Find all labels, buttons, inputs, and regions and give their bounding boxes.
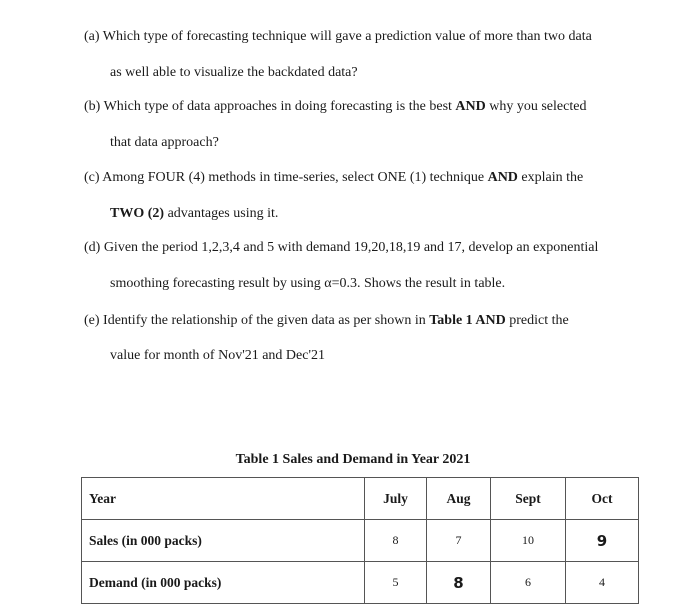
cell-demand-aug: 8: [427, 562, 491, 604]
cell-sales-july: 8: [365, 520, 427, 562]
table-caption: Table 1 Sales and Demand in Year 2021: [235, 452, 471, 467]
header-year: Year: [82, 478, 365, 520]
question-a-line1: (a) Which type of forecasting technique will gave a prediction value of more than two data: [84, 29, 592, 44]
cell-sales-sept: 10: [491, 520, 566, 562]
table-row-sales: [82, 520, 639, 562]
question-b-line2: that data approach?: [110, 135, 219, 150]
question-a-line2: as well able to visualize the backdated data?: [110, 65, 358, 80]
question-c-line1: (c) Among FOUR (4) methods in time-series, select ONE (1) technique AND explain the: [84, 170, 584, 185]
cell-demand-sept: 6: [491, 562, 566, 604]
table-row-demand: [82, 562, 639, 604]
question-e-line1: (e) Identify the relationship of the given data as per shown in Table 1 AND predict the: [84, 313, 569, 328]
cell-demand-oct: 4: [566, 562, 639, 604]
question-c-line2: TWO (2) advantages using it.: [110, 206, 279, 221]
row-label-sales: Sales (in 000 packs): [82, 520, 365, 562]
row-label-demand: Demand (in 000 packs): [82, 562, 365, 604]
question-d-line1: (d) Given the period 1,2,3,4 and 5 with demand 19,20,18,19 and 17, develop an exponential: [84, 240, 599, 255]
question-b-line1: (b) Which type of data approaches in doing forecasting is the best AND why you selected: [84, 99, 587, 114]
cell-demand-july: 5: [365, 562, 427, 604]
header-july: July: [365, 478, 427, 520]
cell-sales-oct: 9: [566, 520, 639, 562]
question-e-line2: value for month of Nov'21 and Dec'21: [110, 348, 325, 363]
cell-sales-aug: 7: [427, 520, 491, 562]
header-aug: Aug: [427, 478, 491, 520]
sales-demand-table: [81, 477, 639, 604]
header-oct: Oct: [566, 478, 639, 520]
question-d-line2: smoothing forecasting result by using α=0.3. Shows the result in table.: [110, 276, 506, 291]
table-header-row: [82, 478, 639, 520]
header-sept: Sept: [491, 478, 566, 520]
